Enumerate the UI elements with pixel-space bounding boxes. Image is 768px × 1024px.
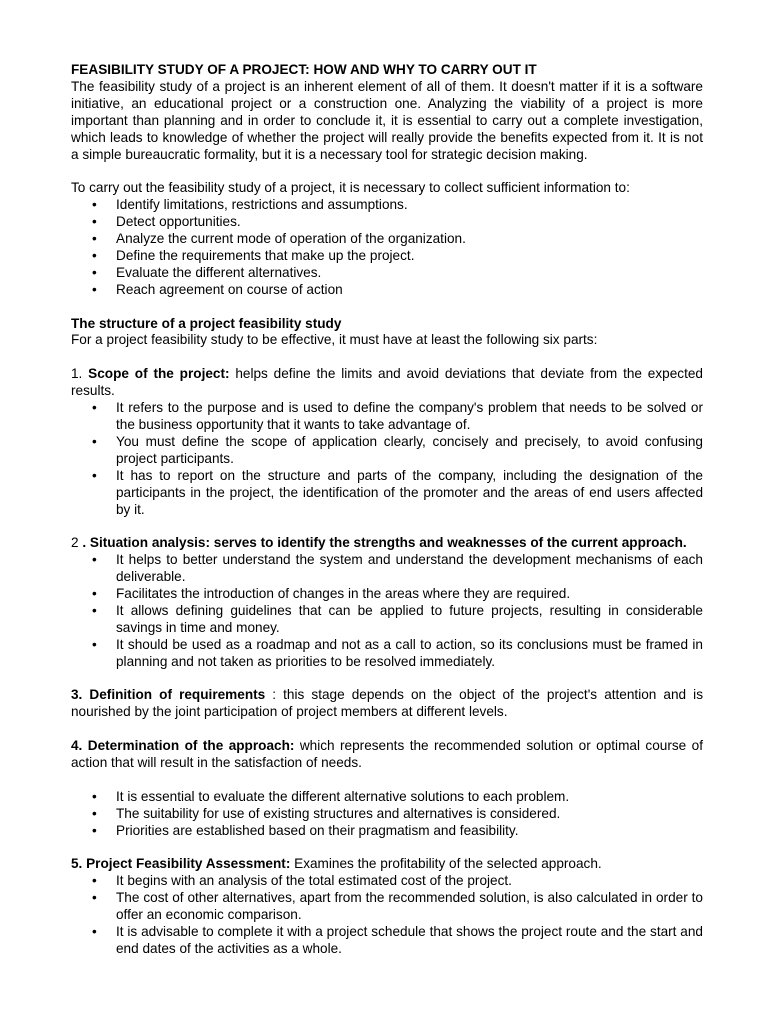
list-item: • It is advisable to complete it with a project schedule that shows the project route and the start and end dates of the activities as a whole.	[71, 924, 703, 958]
scope-paragraph	[71, 366, 703, 400]
collect-list	[71, 197, 703, 298]
assessment-title: 5. Project Feasibility Assessment:	[71, 856, 291, 872]
structure-heading: The structure of a project feasibility study	[71, 315, 342, 331]
spacer	[71, 163, 703, 180]
document-title: FEASIBILITY STUDY OF A PROJECT: HOW AND WHY TO CARRY OUT IT	[71, 62, 537, 77]
list-item: • The cost of other alternatives, apart from the recommended solution, is also calculated in order to offer an economic comparison.	[71, 890, 703, 924]
list-item: • It refers to the purpose and is used to define the company's problem that needs to be solved or the business opportunity that it wants to take advantage of.	[71, 400, 703, 434]
list-item: • It helps to better understand the system and understand the development mechanisms of each deliverable.	[71, 552, 703, 586]
list-item: • Define the requirements that make up the project.	[71, 248, 703, 265]
intro-paragraph: The feasibility study of a project is an inherent element of all of them. It doesn't matter if it is a software initiative, an educational project or a construction one. Analyzing the viability of a project is more important than planning and in order to conclude it, it is essential to carry out a complete investigation, which leads to knowledge of whether the project will really provide the benefits expected from it. It is not a simple bureaucratic formality, but it is a necessary tool for strategic decision making.	[71, 78, 703, 162]
list-item: • Evaluate the different alternatives.	[71, 265, 703, 282]
spacer	[71, 772, 703, 789]
list-item: • Reach agreement on course of action	[71, 282, 703, 299]
situation-number: 2	[71, 535, 83, 551]
approach-list	[71, 789, 703, 840]
list-item: • You must define the scope of application clearly, concisely and precisely, to avoid confusing project participants.	[71, 434, 703, 468]
situation-paragraph	[71, 535, 703, 552]
requirements-paragraph	[71, 687, 703, 721]
situation-list	[71, 552, 703, 670]
list-item: • It should be used as a roadmap and not as a call to action, so its conclusions must be framed in planning and not taken as priorities to be resolved immediately.	[71, 637, 703, 671]
spacer	[71, 721, 703, 738]
approach-text: which represents the recommended solution or optimal course of action that will result in the satisfaction of needs.	[71, 738, 703, 771]
approach-paragraph	[71, 738, 703, 772]
structure-lead: For a project feasibility study to be effective, it must have at least the following six parts:	[71, 332, 598, 348]
list-item: • Identify limitations, restrictions and assumptions.	[71, 197, 703, 214]
list-item: • It begins with an analysis of the total estimated cost of the project.	[71, 873, 703, 890]
list-item: • Analyze the current mode of operation of the organization.	[71, 231, 703, 248]
list-item: • Detect opportunities.	[71, 214, 703, 231]
spacer	[71, 518, 703, 535]
list-item: • It has to report on the structure and parts of the company, including the designation of the participants in the project, the identification of the promoter and the areas of end users affected by it.	[71, 468, 703, 519]
list-item: • Facilitates the introduction of changes in the areas where they are required.	[71, 586, 703, 603]
list-item: • Priorities are established based on their pragmatism and feasibility.	[71, 823, 703, 840]
spacer	[71, 840, 703, 857]
scope-title: Scope of the project:	[88, 366, 230, 382]
spacer	[71, 671, 703, 688]
approach-title: 4. Determination of the approach:	[71, 738, 295, 754]
assessment-paragraph	[71, 856, 703, 873]
scope-text: helps define the limits and avoid deviations that deviate from the expected results.	[71, 366, 703, 399]
collect-lead: To carry out the feasibility study of a project, it is necessary to collect sufficient information to:	[71, 180, 630, 196]
scope-number: 1.	[71, 366, 89, 382]
assessment-list	[71, 873, 703, 958]
spacer	[71, 349, 703, 366]
document-page	[71, 62, 703, 958]
list-item: • It is essential to evaluate the different alternative solutions to each problem.	[71, 789, 703, 806]
list-item: • The suitability for use of existing structures and alternatives is considered.	[71, 806, 703, 823]
requirements-title: 3. Definition of requirements	[71, 687, 266, 703]
scope-list	[71, 400, 703, 518]
spacer	[71, 299, 703, 316]
requirements-text: : this stage depends on the object of the project's attention and is nourished by the joint participation of project members at different levels.	[71, 687, 704, 720]
situation-title: . Situation analysis: serves to identify the strengths and weaknesses of the current approach.	[82, 535, 687, 551]
list-item: • It allows defining guidelines that can be applied to future projects, resulting in considerable savings in time and money.	[71, 603, 703, 637]
assessment-text: Examines the profitability of the selected approach.	[290, 856, 602, 872]
